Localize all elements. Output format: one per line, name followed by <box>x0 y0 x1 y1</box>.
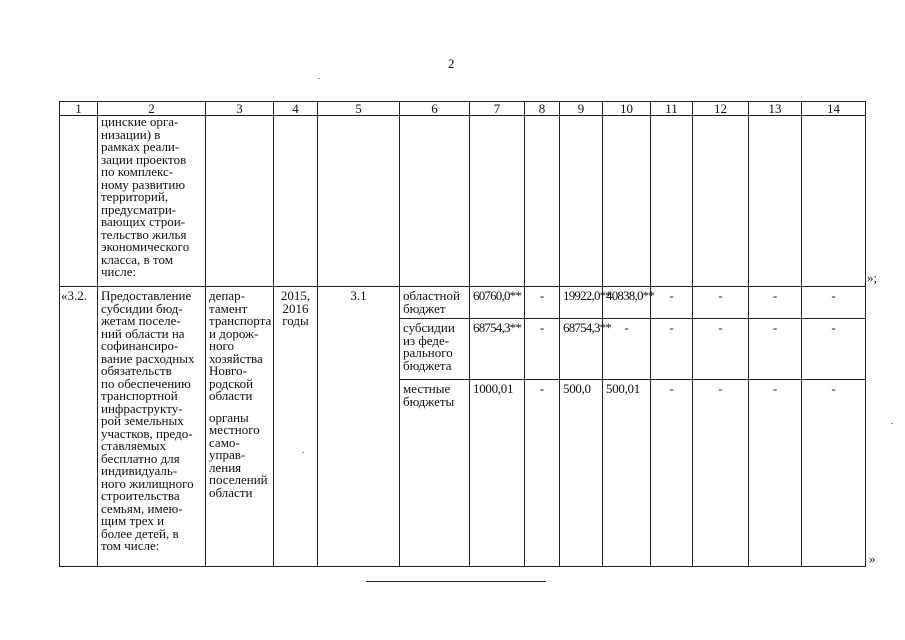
value-cell: 40838,0** <box>603 287 651 319</box>
header-cell: 10 <box>603 102 651 116</box>
header-cell: 6 <box>400 102 470 116</box>
value-cell: 500,0 <box>560 380 603 567</box>
value-cell: - <box>693 380 749 567</box>
continuation-text: цинские орга- низации) в рамках реали- зации проектов по комплекс- ному развитию территорий, предусматри- вающих строи- тельство жилья экономического класса, в том числе: <box>98 116 206 287</box>
header-cell: 3 <box>206 102 274 116</box>
value-cell: - <box>525 380 560 567</box>
value-cell: - <box>651 319 693 380</box>
header-row <box>60 102 866 116</box>
value-cell: - <box>802 380 866 567</box>
value-cell: - <box>651 380 693 567</box>
executor-local-government: органы местного само- управ- ления поселений области <box>209 409 268 500</box>
value-cell: - <box>651 287 693 319</box>
program-table <box>59 101 866 567</box>
scan-speck <box>891 423 893 424</box>
item-number: «3.2. <box>60 287 98 567</box>
item-target-ref: 3.1 <box>318 287 400 567</box>
value-cell: - <box>525 319 560 380</box>
closing-quote: » <box>869 551 876 566</box>
value-cell: 500,01 <box>603 380 651 567</box>
header-cell: 8 <box>525 102 560 116</box>
closing-quote: »; <box>867 270 878 285</box>
header-cell: 4 <box>274 102 318 116</box>
value-cell: - <box>693 319 749 380</box>
scan-speck <box>318 78 320 79</box>
header-cell: 9 <box>560 102 603 116</box>
header-cell: 1 <box>60 102 98 116</box>
header-cell: 5 <box>318 102 400 116</box>
scan-speck <box>302 452 304 453</box>
header-cell: 14 <box>802 102 866 116</box>
executor-transport-dept: депар- тамент транспорта и дорож- ного хозяйства Новго- родской области <box>209 288 272 403</box>
funding-source: субсидии из феде- рального бюджета <box>400 319 470 380</box>
table-row <box>60 287 866 319</box>
value-cell: - <box>749 287 802 319</box>
value-cell: 60760,0** <box>470 287 525 319</box>
header-cell: 12 <box>693 102 749 116</box>
value-cell: - <box>693 287 749 319</box>
page-number: 2 <box>448 56 455 71</box>
value-cell: 68754,3** <box>470 319 525 380</box>
value-cell: - <box>802 287 866 319</box>
value-cell: 1000,01 <box>470 380 525 567</box>
footnote-divider <box>366 581 546 582</box>
value-cell: - <box>802 319 866 380</box>
item-years: 2015, 2016 годы <box>274 287 318 567</box>
item-executors <box>206 287 274 567</box>
continuation-row <box>60 116 866 287</box>
header-cell: 2 <box>98 102 206 116</box>
item-name: Предоставление субсидии бюд- жетам поселе- ний области на софинансиро- вание расходных обязательств по обеспечению транспортной инфраструкту- рой земельных участков, предо- ставляемых бесплатно для индивидуаль- ного жилищного строительства семьям, имею- щим трех и более детей, в том числе: <box>98 287 206 567</box>
header-cell: 7 <box>470 102 525 116</box>
value-cell: - <box>749 380 802 567</box>
funding-source: местные бюджеты <box>400 380 470 567</box>
value-cell: - <box>603 319 651 380</box>
value-cell: - <box>749 319 802 380</box>
funding-source: областной бюджет <box>400 287 470 319</box>
value-cell: - <box>525 287 560 319</box>
value-cell: 19922,0** <box>560 287 603 319</box>
header-cell: 11 <box>651 102 693 116</box>
header-cell: 13 <box>749 102 802 116</box>
value-cell: 68754,3** <box>560 319 603 380</box>
